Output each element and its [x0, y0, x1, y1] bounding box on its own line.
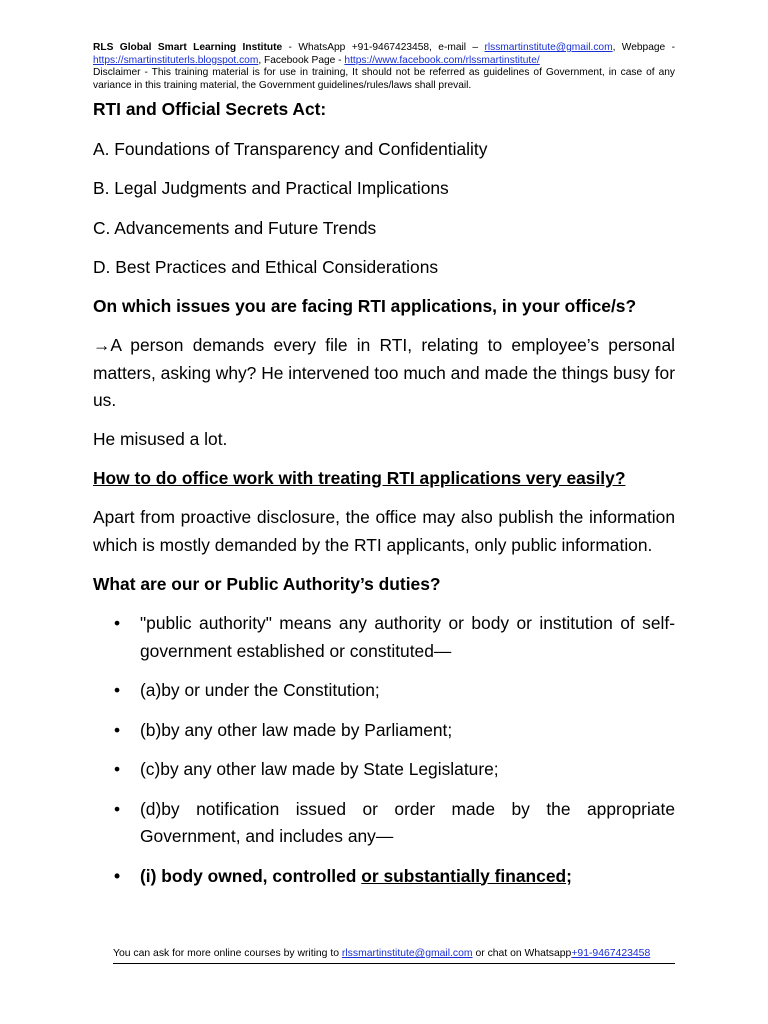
list-item-text: ;	[566, 865, 572, 886]
section-item: B. Legal Judgments and Practical Implications	[93, 178, 449, 198]
header-facebook-link[interactable]: https://www.facebook.com/rlssmartinstitute/	[344, 54, 540, 66]
footer-text: or chat on Whatsapp	[472, 948, 572, 959]
document-body	[93, 96, 675, 902]
page-footer	[113, 947, 675, 964]
list-item	[93, 796, 675, 851]
institute-name: RLS Global Smart Learning Institute	[93, 42, 283, 53]
footer-email-link[interactable]: rlssmartinstitute@gmail.com	[341, 948, 473, 959]
disclaimer: Disclaimer - This training material is for use in training, It should not be referred as guidelines of Government, in case of any variance in this training material, the Government guidelines/rules/laws shall prevail.	[93, 67, 675, 91]
header-text: , Webpage -	[612, 42, 675, 53]
list-item-text: (i) body owned, controlled	[140, 865, 362, 886]
answer-paragraph: He misused a lot.	[93, 429, 228, 449]
answer-paragraph: Apart from proactive disclosure, the office may also publish the information which is mostly demanded by the RTI applicants, only public information.	[93, 507, 675, 555]
question-heading: On which issues you are facing RTI applications, in your office/s?	[93, 296, 637, 316]
section-item: C. Advancements and Future Trends	[93, 217, 377, 238]
header-email-link[interactable]: rlssmartinstitute@gmail.com	[484, 42, 613, 53]
answer-text: A person demands every file in RTI, relating to employee’s personal matters, asking why? He intervened too much and made the things busy for us.	[93, 335, 675, 410]
page-header	[93, 42, 675, 92]
bullet-icon: •	[114, 719, 121, 740]
bullet-icon: •	[114, 680, 121, 700]
page-title: RTI and Official Secrets Act:	[93, 99, 327, 119]
question-heading: What are our or Public Authority’s duties?	[93, 573, 441, 594]
list-item-text: (d)by notification issued or order made by the appropriate Government, and includes any—	[140, 798, 675, 846]
list-item-text: (a)by or under the Constitution;	[140, 680, 380, 700]
answer-paragraph	[93, 332, 675, 415]
bullet-icon: •	[114, 865, 121, 886]
section-item: A. Foundations of Transparency and Confidentiality	[93, 138, 488, 159]
list-item	[93, 717, 675, 745]
footer-whatsapp-link[interactable]: +91-9467423458	[571, 948, 651, 959]
section-item: D. Best Practices and Ethical Considerations	[93, 257, 439, 277]
list-item-text: "public authority" means any authority or body or institution of self- government established or constituted—	[140, 613, 675, 661]
bullet-icon: •	[114, 798, 121, 819]
bullet-icon: •	[114, 613, 121, 633]
header-text: , Facebook Page -	[258, 54, 345, 66]
duties-list	[93, 610, 675, 890]
list-item	[93, 863, 675, 891]
list-item-text: (b)by any other law made by Parliament;	[140, 719, 453, 740]
footer-text: You can ask for more online courses by writing to	[113, 948, 342, 959]
bullet-icon: •	[114, 759, 121, 779]
list-item	[93, 756, 675, 784]
list-item	[93, 677, 675, 705]
header-text: - WhatsApp +91-9467423458, e-mail –	[282, 42, 485, 53]
header-webpage-link[interactable]: https://smartinstituterls.blogspot.com	[93, 54, 259, 66]
list-item	[93, 610, 675, 665]
list-item-text: (c)by any other law made by State Legislature;	[140, 759, 499, 779]
question-heading: How to do office work with treating RTI applications very easily?	[93, 468, 626, 488]
arrow-icon: →	[93, 335, 111, 355]
list-item-text-underlined: or substantially financed	[361, 865, 567, 886]
